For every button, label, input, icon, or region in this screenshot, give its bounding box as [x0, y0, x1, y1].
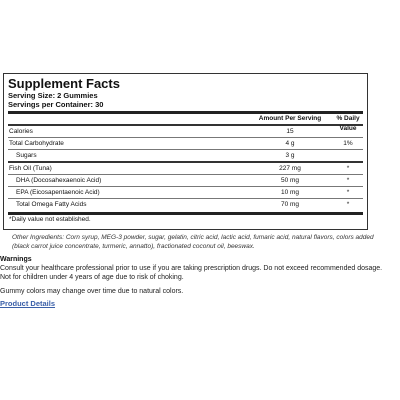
nutrient-daily-value: *	[346, 201, 350, 208]
nutrient-amount: 227 mg	[279, 165, 301, 172]
nutrient-daily-value: *	[346, 165, 350, 172]
nutrient-amount: 10 mg	[280, 189, 300, 196]
daily-value-footnote: *Daily value not established.	[9, 216, 91, 223]
supplement-facts-panel	[3, 73, 368, 230]
serving-size: Serving Size: 2 Gummies	[8, 91, 98, 100]
product-details-link[interactable]: Product Details	[0, 299, 56, 308]
nutrient-daily-value: *	[346, 189, 350, 196]
nutrient-name: DHA (Docosahexaenoic Acid)	[16, 177, 102, 184]
nutrient-amount: 4 g	[285, 140, 295, 147]
nutrient-daily-value: 1%	[343, 140, 353, 147]
gummy-color-note: Gummy colors may change over time due to natural colors.	[0, 288, 184, 295]
facts-row-total-omega	[8, 199, 363, 210]
facts-row-sugars	[8, 150, 363, 161]
facts-title: Supplement Facts	[8, 76, 120, 91]
warnings-text: Consult your healthcare professional prior to use if you are taking prescription drugs. Do not exceed recommended dosage. Not for children under 4 years of age due to risk of choking.	[0, 265, 383, 281]
facts-row-fish-oil	[8, 163, 363, 174]
servings-per-container: Servings per Container: 30	[8, 100, 104, 109]
other-ingredients: Other Ingredients: Corn syrup, MEG-3 powder, sugar, gelatin, citric acid, lactic acid, fumaric acid, natural flavors, colors added (black carrot juice concentrate, turmeric, annatto), fractionated coconut oil, beeswax.	[12, 234, 374, 250]
nutrient-amount: 15	[286, 128, 294, 135]
daily-value-header: % Daily Value	[336, 115, 360, 132]
facts-row-total-carbohydrate	[8, 138, 363, 149]
facts-row-calories	[8, 126, 363, 137]
amount-per-serving-header: Amount Per Serving	[258, 115, 322, 122]
warnings-heading: Warnings	[0, 256, 32, 263]
nutrient-amount: 3 g	[285, 152, 295, 159]
nutrient-daily-value: *	[346, 177, 350, 184]
nutrient-amount: 70 mg	[280, 201, 300, 208]
facts-row-epa	[8, 187, 363, 198]
nutrient-name: Total Omega Fatty Acids	[16, 201, 87, 208]
nutrient-amount: 50 mg	[280, 177, 300, 184]
nutrient-name: Sugars	[16, 152, 37, 159]
facts-row-dha	[8, 175, 363, 186]
nutrient-name: EPA (Eicosapentaenoic Acid)	[16, 189, 100, 196]
nutrient-name: Total Carbohydrate	[9, 140, 64, 147]
nutrient-name: Calories	[9, 128, 33, 135]
nutrient-name: Fish Oil (Tuna)	[9, 165, 52, 172]
